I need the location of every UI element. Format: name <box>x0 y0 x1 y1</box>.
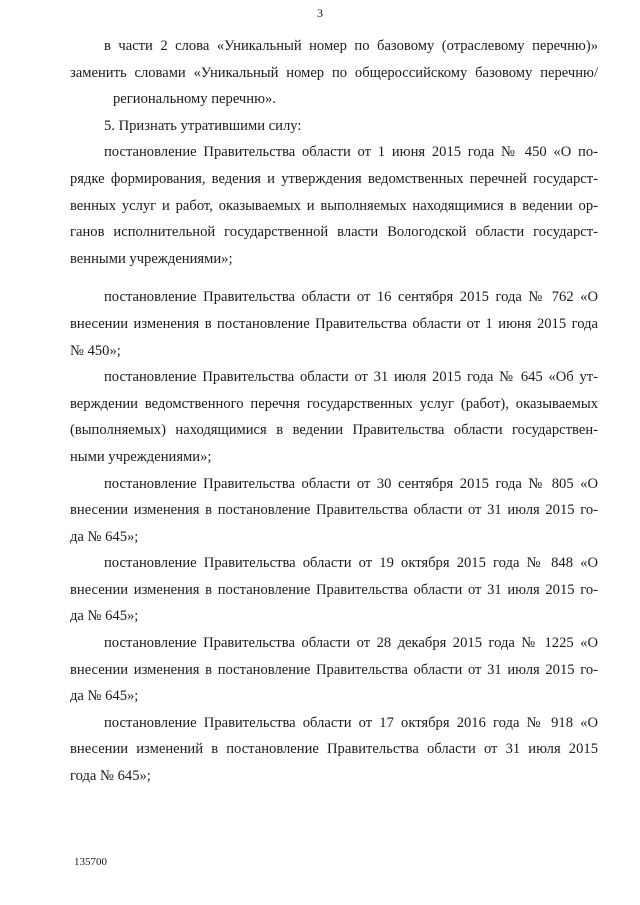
text-line-resolution-645: постановление Правительства области от 31 июля 2015 года № 645 «Об ут- <box>104 369 598 386</box>
text-line-resolution-450: венных услуг и работ, оказываемых и выполняемых находящимися в ведении ор- <box>70 197 598 214</box>
text-line-resolution-1225: да № 645»; <box>70 688 139 705</box>
page-number: 3 <box>317 6 323 20</box>
text-line-resolution-762: постановление Правительства области от 16 сентября 2015 года № 762 «О <box>104 289 598 306</box>
text-line-clause-replacement: заменить словами «Уникальный номер по общероссийскому базовому перечню/ <box>70 64 598 81</box>
text-line-clause-replacement: в части 2 слова «Уникальный номер по базовому (отраслевому перечню)» <box>104 38 598 54</box>
text-line-resolution-450: постановление Правительства области от 1 июня 2015 года № 450 «О по- <box>104 144 598 161</box>
text-line-resolution-848: внесении изменения в постановление Правительства области от 31 июля 2015 го- <box>70 581 598 598</box>
text-line-resolution-848: да № 645»; <box>70 608 139 625</box>
text-line-resolution-645: ными учреждениями»; <box>70 448 212 465</box>
text-line-resolution-848: постановление Правительства области от 19 октября 2015 года № 848 «О <box>104 555 598 572</box>
text-line-resolution-450: рядке формирования, ведения и утверждения ведомственных перечней государст- <box>70 170 598 187</box>
text-line-resolution-805: да № 645»; <box>70 528 139 545</box>
text-line-resolution-805: внесении изменения в постановление Правительства области от 31 июля 2015 го- <box>70 502 598 519</box>
section-heading-repealed: 5. Признать утратившими силу: <box>104 117 302 134</box>
text-line-resolution-1225: постановление Правительства области от 28 декабря 2015 года № 1225 «О <box>104 635 598 652</box>
text-line-resolution-918: внесении изменений в постановление Правительства области от 31 июля 2015 <box>70 741 598 758</box>
text-line-resolution-918: года № 645»; <box>70 768 151 785</box>
text-line-resolution-450: ганов исполнительной государственной власти Вологодской области государст- <box>70 224 598 241</box>
text-line-resolution-645: верждении ведомственного перечня государственных услуг (работ), оказываемых <box>70 395 598 412</box>
text-line-resolution-918: постановление Правительства области от 17 октября 2016 года № 918 «О <box>104 714 598 731</box>
text-line-resolution-1225: внесении изменения в постановление Правительства области от 31 июля 2015 го- <box>70 661 598 678</box>
text-line-resolution-762: внесении изменения в постановление Правительства области от 1 июня 2015 года <box>70 315 598 332</box>
text-line-clause-replacement: региональному перечню». <box>113 91 276 108</box>
document-body <box>70 33 598 790</box>
document-code: 135700 <box>74 856 107 868</box>
text-line-resolution-450: венными учреждениями»; <box>70 250 233 267</box>
text-line-resolution-805: постановление Правительства области от 30 сентября 2015 года № 805 «О <box>104 475 598 492</box>
text-line-resolution-645: (выполняемых) находящимися в ведении Правительства области государствен- <box>70 422 598 439</box>
text-line-resolution-762: № 450»; <box>70 342 121 359</box>
